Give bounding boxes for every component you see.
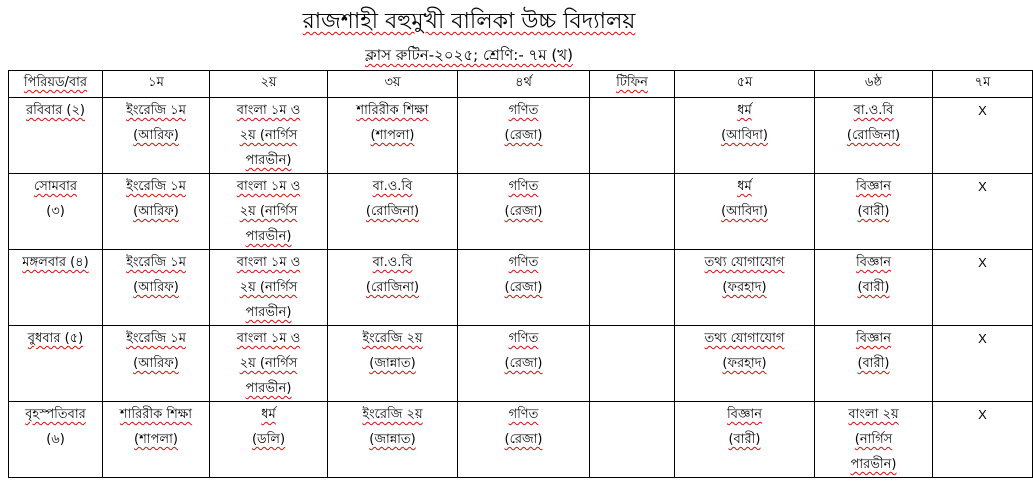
subject-cell	[103, 326, 210, 402]
no-class-mark: X	[978, 407, 987, 422]
subject-label: গণিত	[508, 255, 539, 270]
subject-cell	[458, 402, 590, 478]
table-row	[9, 98, 1033, 174]
day-label: (৩)	[46, 204, 65, 219]
subject-label: গণিত	[508, 103, 539, 118]
teacher-label: (ফরহাদ)	[722, 280, 767, 295]
subject-label: বাংলা ১ম ও	[236, 103, 301, 118]
teacher-label: পারভীন)	[245, 153, 292, 168]
subject-label: ধর্ম	[261, 407, 276, 422]
teacher-label: পারভীন)	[245, 229, 292, 244]
teacher-label: (আরিফ)	[133, 128, 179, 143]
teacher-label: (আরিফ)	[133, 356, 179, 371]
school-title	[0, 8, 938, 36]
subject-label: ইংরেজি ১ম	[126, 103, 186, 118]
header-label: পিরিয়ড/বার	[23, 75, 88, 90]
subject-cell	[103, 250, 210, 326]
subject-cell	[675, 174, 815, 250]
header-label: ৩য়	[384, 75, 401, 90]
subject-label: ধর্ম	[737, 179, 752, 194]
table-row	[9, 250, 1033, 326]
subject-label: বিজ্ঞান	[856, 255, 891, 270]
subject-cell	[328, 402, 458, 478]
teacher-label: (বারী)	[857, 204, 890, 219]
subject-label: বাংলা ১ম ও	[236, 179, 301, 194]
day-cell	[9, 326, 103, 402]
teacher-label: ২য় (নার্গিস	[239, 280, 298, 295]
teacher-label: (রেজা)	[504, 128, 543, 143]
teacher-label: (বারী)	[857, 280, 890, 295]
school-title-text: রাজশাহী বহুমুখী বালিকা উচ্চ বিদ্যালয়	[302, 9, 636, 34]
teacher-label: (রেজা)	[504, 432, 543, 447]
header-label: টিফিন	[616, 75, 648, 90]
teacher-label: (ডলি)	[251, 432, 286, 447]
table-row	[9, 326, 1033, 402]
teacher-label: পারভীন)	[245, 305, 292, 320]
subject-cell	[675, 326, 815, 402]
subject-cell	[675, 402, 815, 478]
subject-cell	[815, 98, 933, 174]
class-routine-table	[8, 70, 1033, 478]
subject-label: বাংলা ২য়	[848, 407, 899, 422]
no-class-mark: X	[978, 103, 987, 118]
header-label: ৬ষ্ঠ	[865, 75, 882, 90]
teacher-label: (আরিফ)	[133, 204, 179, 219]
subject-label: বিজ্ঞান	[727, 407, 762, 422]
teacher-label: (বারী)	[857, 356, 890, 371]
day-label: সোমবার	[33, 179, 77, 194]
header-label: ৪র্থ	[515, 75, 532, 90]
table-row	[9, 402, 1033, 478]
subject-cell	[815, 174, 933, 250]
subject-label: ইংরেজি ২য়	[362, 331, 423, 346]
subject-label: বাংলা ১ম ও	[236, 255, 301, 270]
day-label: মঙ্গলবার (৪)	[22, 255, 89, 270]
header-label: ২য়	[260, 75, 277, 90]
table-body	[9, 98, 1033, 478]
subject-label: গণিত	[508, 331, 539, 346]
header-label: ১ম	[148, 75, 164, 90]
header-label: ৭ম	[974, 75, 991, 90]
subject-cell	[815, 326, 933, 402]
table-header-row	[9, 71, 1033, 98]
header-period-4	[458, 71, 590, 98]
no-class-cell	[933, 326, 1033, 402]
subject-label: বা.ও.বি	[372, 179, 413, 194]
subject-label: ইংরেজি ১ম	[126, 331, 186, 346]
subject-cell	[328, 98, 458, 174]
teacher-label: ২য় (নার্গিস	[239, 204, 298, 219]
teacher-label: (জান্নাত)	[369, 432, 416, 447]
subject-cell	[675, 250, 815, 326]
subject-label: বা.ও.বি	[372, 255, 413, 270]
teacher-label: (রেজা)	[504, 280, 543, 295]
subject-label: বাংলা ১ম ও	[236, 331, 301, 346]
subject-cell	[210, 326, 328, 402]
subject-cell	[103, 174, 210, 250]
subject-label: তথ্য যোগাযোগ	[704, 331, 785, 346]
teacher-label: (বারী)	[728, 432, 761, 447]
teacher-label: (আবিদা)	[721, 128, 768, 143]
teacher-label: (জান্নাত)	[369, 356, 416, 371]
subject-cell	[210, 402, 328, 478]
subject-cell	[458, 98, 590, 174]
no-class-cell	[933, 174, 1033, 250]
routine-subtitle	[0, 45, 938, 65]
day-label: বুধবার (৫)	[27, 331, 84, 346]
header-period-1	[103, 71, 210, 98]
subject-cell	[675, 98, 815, 174]
day-label: (৬)	[46, 432, 65, 447]
subject-label: গণিত	[508, 179, 539, 194]
subject-label: ইংরেজি ১ম	[126, 179, 186, 194]
subject-label: বা.ও.বি	[853, 103, 894, 118]
day-cell	[9, 174, 103, 250]
no-class-cell	[933, 98, 1033, 174]
subject-label: ধর্ম	[737, 103, 752, 118]
subject-cell	[103, 402, 210, 478]
no-class-mark: X	[978, 179, 987, 194]
teacher-label: (ফরহাদ)	[722, 356, 767, 371]
teacher-label: ২য় (নার্গিস	[239, 128, 298, 143]
no-class-cell	[933, 402, 1033, 478]
teacher-label: (রেজা)	[504, 204, 543, 219]
no-class-cell	[933, 250, 1033, 326]
subject-label: গণিত	[508, 407, 539, 422]
tiffin-cell	[590, 174, 675, 250]
subject-label: ইংরেজি ১ম	[126, 255, 186, 270]
header-period-6	[815, 71, 933, 98]
header-label: ৫ম	[736, 75, 753, 90]
day-cell	[9, 402, 103, 478]
no-class-mark: X	[978, 255, 987, 270]
tiffin-cell	[590, 402, 675, 478]
subject-label: বিজ্ঞান	[856, 331, 891, 346]
subject-label: তথ্য যোগাযোগ	[704, 255, 785, 270]
header-period-7	[933, 71, 1033, 98]
teacher-label: (আরিফ)	[133, 280, 179, 295]
tiffin-cell	[590, 250, 675, 326]
teacher-label: ২য় (নার্গিস	[239, 356, 298, 371]
teacher-label: (শাপলা)	[134, 432, 178, 447]
tiffin-cell	[590, 326, 675, 402]
subject-label: ইংরেজি ২য়	[362, 407, 423, 422]
subject-cell	[103, 98, 210, 174]
header-period-day	[9, 71, 103, 98]
header-tiffin	[590, 71, 675, 98]
teacher-label: (রোজিনা)	[846, 128, 901, 143]
header-period-5	[675, 71, 815, 98]
subject-cell	[210, 174, 328, 250]
table-row	[9, 174, 1033, 250]
subject-label: শারিরীক শিক্ষা	[119, 407, 193, 422]
subject-label: শারিরীক শিক্ষা	[356, 103, 429, 118]
day-cell	[9, 98, 103, 174]
subject-cell	[328, 250, 458, 326]
subject-cell	[328, 174, 458, 250]
header-period-3	[328, 71, 458, 98]
teacher-label: (আবিদা)	[721, 204, 768, 219]
subject-cell	[458, 326, 590, 402]
day-label: রবিবার (২)	[26, 103, 85, 118]
teacher-label: পারভীন)	[850, 457, 897, 472]
teacher-label: (রোজিনা)	[365, 204, 420, 219]
subject-cell	[815, 250, 933, 326]
subject-cell	[458, 174, 590, 250]
subject-cell	[210, 98, 328, 174]
routine-subtitle-text: ক্লাস রুটিন-২০২৫; শ্রেণি:- ৭ম (খ)	[365, 46, 573, 64]
no-class-mark: X	[978, 331, 987, 346]
subject-cell	[210, 250, 328, 326]
day-cell	[9, 250, 103, 326]
subject-cell	[328, 326, 458, 402]
teacher-label: পারভীন)	[245, 381, 292, 396]
teacher-label: (রোজিনা)	[365, 280, 420, 295]
subject-cell	[458, 250, 590, 326]
teacher-label: (শাপলা)	[370, 128, 415, 143]
teacher-label: (রেজা)	[504, 356, 543, 371]
tiffin-cell	[590, 98, 675, 174]
header-period-2	[210, 71, 328, 98]
subject-label: বিজ্ঞান	[856, 179, 891, 194]
day-label: বৃহস্পতিবার	[25, 407, 86, 422]
teacher-label: (নার্গিস	[854, 432, 893, 447]
subject-cell	[815, 402, 933, 478]
